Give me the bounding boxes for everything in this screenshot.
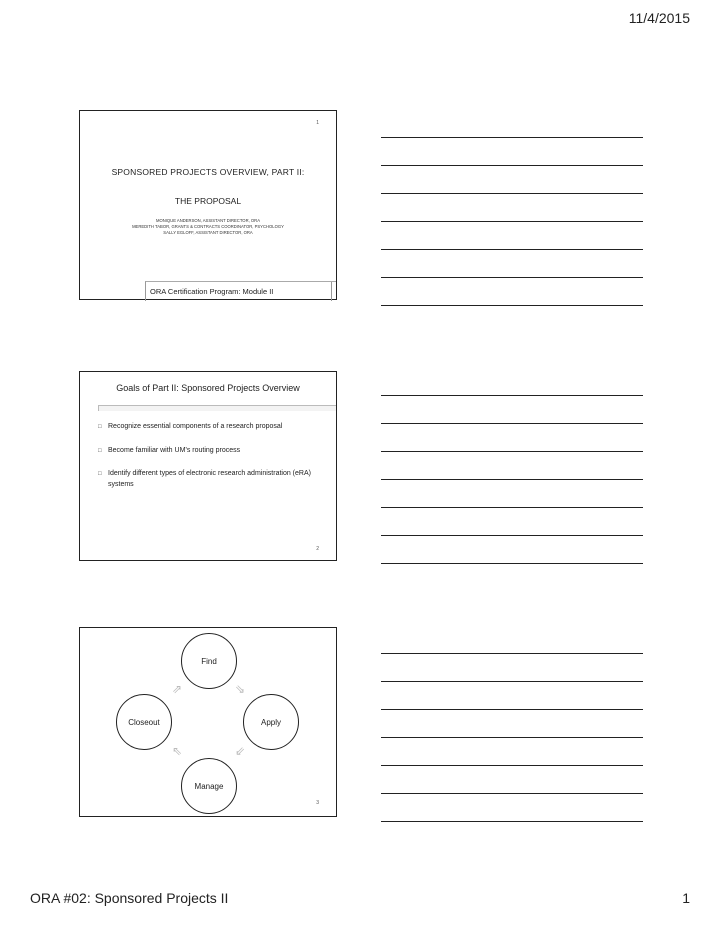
note-line: [381, 737, 643, 738]
slide-2: [79, 371, 337, 561]
document-footer-title: ORA #02: Sponsored Projects II: [30, 890, 229, 906]
slide-1: [79, 110, 337, 300]
note-line: [381, 137, 643, 138]
note-line: [381, 423, 643, 424]
slide-number: 3: [316, 800, 319, 806]
slide-title: Goals of Part II: Sponsored Projects Overview: [116, 383, 300, 393]
list-item: □ Identify different types of electronic research administration (eRA) systems: [98, 469, 318, 490]
note-line: [381, 165, 643, 166]
note-line: [381, 395, 643, 396]
arrow-left-down-icon: ⇙: [235, 744, 246, 758]
cycle-node-manage: Manage: [181, 758, 237, 814]
arrow-right-up-icon: ⇗: [172, 682, 183, 696]
note-line: [381, 479, 643, 480]
note-line: [381, 709, 643, 710]
note-line: [381, 681, 643, 682]
author-line: MONIQUE ANDERSON, ASSISTANT DIRECTOR, ORA: [155, 218, 260, 223]
page-number: 1: [682, 890, 690, 906]
note-line: [381, 563, 643, 564]
cycle-node-find: Find: [181, 633, 237, 689]
note-line: [381, 249, 643, 250]
author-line: SALLY EGLOFF, ASSISTANT DIRECTOR, ORA: [163, 230, 253, 235]
note-line: [381, 305, 643, 306]
note-line: [381, 221, 643, 222]
arrow-left-up-icon: ⇖: [172, 744, 183, 758]
note-line: [381, 793, 643, 794]
title-divider: [98, 405, 336, 411]
slide-number: 1: [316, 120, 319, 126]
note-line: [381, 765, 643, 766]
slide-subtitle: THE PROPOSAL: [174, 196, 242, 206]
note-line: [381, 507, 643, 508]
page-date: 11/4/2015: [628, 10, 690, 26]
slide-number: 2: [316, 546, 319, 552]
slide-title: SPONSORED PROJECTS OVERVIEW, PART II:: [111, 167, 305, 177]
bullet-list: [98, 422, 318, 503]
note-line: [381, 535, 643, 536]
note-line: [381, 821, 643, 822]
cycle-node-closeout: Closeout: [116, 694, 172, 750]
slide-footer-bar: [145, 281, 336, 301]
author-line: MEREDITH TABOR, GRANTS & CONTRACTS COORDINATOR, PSYCHOLOGY: [132, 224, 284, 229]
note-line: [381, 451, 643, 452]
note-line: [381, 653, 643, 654]
note-line: [381, 193, 643, 194]
author-list: [80, 218, 336, 236]
list-item: □ Become familiar with UM’s routing process: [98, 446, 318, 457]
slide-3: [79, 627, 337, 817]
list-item: □ Recognize essential components of a research proposal: [98, 422, 318, 433]
note-line: [381, 277, 643, 278]
arrow-right-down-icon: ⇘: [235, 682, 246, 696]
divider: [331, 282, 332, 301]
cycle-node-apply: Apply: [243, 694, 299, 750]
slide-footer-text: ORA Certification Program: Module II: [150, 287, 274, 296]
